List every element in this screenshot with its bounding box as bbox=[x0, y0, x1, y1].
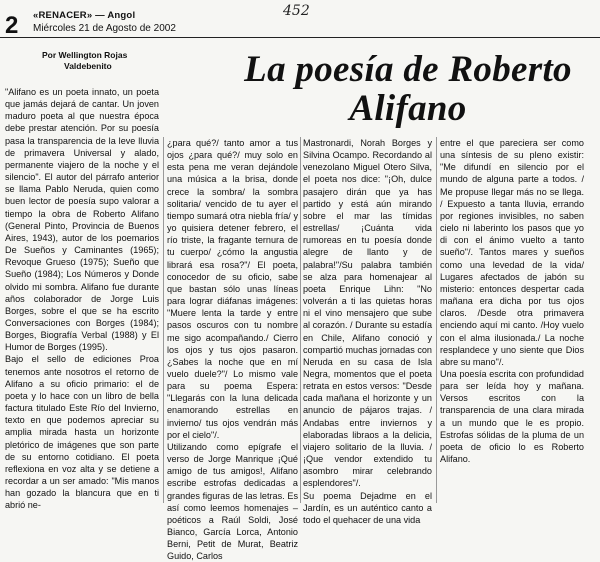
article-column-2 bbox=[167, 137, 298, 562]
paragraph: entre el que pareciera ser como una síntesis de su pleno existir: "Me difundí en silencio por el mundo de alguna parte a todos. / Me propuse llegar más no se llega. / Expuesto a tanta lluvia, errando por regiones invisibles, no saben cielo ni laberinto los pasos que yo di con el ánimo vuelto a tanto sueño"/. Tantos mares y sueños como una levedad de la vida/ Lugares afectados de jabón su misterio: entonces despertar cada mañana era dicha por tus ojos claros. /Desde otra primavera enciendo aquí mi canto. /Hoy vuelo con el alma ilusionada./ La noche resplandece y uno siente que Dios abre su mano"/. bbox=[440, 138, 584, 367]
paragraph: Bajo el sello de ediciones Proa tenemos ante nosotros el retorno de Alifano a su oficio primario: el de poeta y lo hace con un libro de bella factura titulado Este Río del Invierno, texto en que podemos apreciar su amplia mirada hasta un horizonte pletórico de imágenes que son parte de su entorno cotidiano. El poeta reflexiona en voz alta y se detiene a recordar a un ser amado: "Mis manos han gozado la blancura que en ti abrió ne- bbox=[5, 354, 159, 511]
paragraph: Mastronardi, Norah Borges y Silvina Ocampo. Recordando al venezolano Miguel Otero Silva, el poeta nos dice: "¡Oh, dulce pasajero dirán que ya has partido y está aún mirando sobre el mar las tímidas estrellas/ ¡Cuánta vida rumoreas en tu poesía donde alegre de llanto y de palabra!"/Su palabra también se alza para homenajear al poeta Enrique Lihn: "No volverán a ti las quietas horas ni el vino mensajero que sube al corazón. / Durante su estadía en Chile, Alifano conoció y compartió muchas jornadas con Neruda en su casa de Isla Negra, momentos que el poeta retrata en estos versos: "Desde cada mañana el horizonte y un anuncio de pájaros trajas. / Andabas entre inviernos y elaboradas libraos a la delicia, viajero solitario de la lluvia. / ¡Que vendor extendido tu asombro mirar celebrando esplendores"/. bbox=[303, 138, 432, 489]
headline-line-2: Alifano bbox=[349, 88, 467, 129]
byline bbox=[42, 50, 192, 72]
headline-line-1: La poesía de Roberto bbox=[244, 49, 572, 90]
article-column-1 bbox=[5, 86, 159, 511]
byline-author-surname: Valdebenito bbox=[64, 61, 112, 71]
column-rule-2 bbox=[300, 137, 301, 503]
headline bbox=[218, 50, 598, 128]
page-number: 2 bbox=[5, 12, 19, 39]
publication-date: Miércoles 21 de Agosto de 2002 bbox=[33, 23, 176, 34]
article-column-3 bbox=[303, 137, 432, 525]
paragraph: Utilizando como epígrafe el verso de Jorge Manrique ¡Qué amigo de tus amigos!, Alifano escribe estrofas dedicadas a grandes figuras de las letras. Es así como leemos homenajes –poéticos a Raúl Soldi, José Bianco, García Lorca, Antonio Berni, Petit de Murat, Beatriz Guido, Carlos bbox=[167, 441, 298, 562]
paragraph: Una poesía escrita con profundidad para ser leída hoy y mañana. Versos escritos con la transparencia de una clara mirada a un mundo que le es propio. Estrofas sólidas de la pluma de un poeta de oficio lo es Roberto Alifano. bbox=[440, 368, 584, 465]
column-rule-3 bbox=[436, 137, 437, 503]
byline-author: Por Wellington Rojas bbox=[42, 50, 128, 60]
handwritten-page-mark: 452 bbox=[283, 3, 310, 19]
column-rule-1 bbox=[163, 137, 164, 503]
paragraph: "Alifano es un poeta innato, un poeta que jamás dejará de cantar. Un joven maduro poeta al que nuestra época debe prestar atención. Por su poesía pasa la transparencia de la leve lluvia de primavera Universal y alado, permanente viajero de la noche y el silencio". El autor del párrafo anterior se llama Pablo Neruda, quien como buen lector de poesía supo valorar a tiempo la obra de Roberto Alifano (General Pinto, Provincia de Buenos Aires, 1943), autor de los poemarios De Sueños y Caminantes (1965); Revoque Grueso (1975); Sueño que Sueño (1984); Los Números y Donde olvido mi sombra. Alifano fue durante años colaborador de Jorge Luis Borges, sobre el que se ha escrito Conversaciones con Borges (1984); Borges, Biografía Verbal (1988) y El Humor de Borges (1995). bbox=[5, 87, 159, 353]
paragraph: ¿para qué?/ tanto amor a tus ojos ¿para qué?/ muy solo en esta pena me veran dejándole una música a la brisa, donde crece la sombra/ la sombra solitaria/ vencido de tu ayer el tiempo sumará otra niebla fría/ y yo quisiera detener febrero, el río triste, la fragante ternura de tu cuerpo/ ¿cómo la angustia librará esa rosa?"/ El poeta, conocedor de su oficio, sabe que bastan sólo unas líneas para lograr diáfanas imágenes: "Muere lenta la tarde y entre pasos oscuros con tu nombre me sigo acompañando./ Cierro los ojos y tus ojos pasaron. ¿Sabes la noche que en mí vuelo duele?"/ Lo mismo vale para su poema Espera: "Llegarás con la luna delicada enamorando estrellas en invierno/ tus ojos vendrán más por el cielo"/. bbox=[167, 138, 298, 440]
article-column-4 bbox=[440, 137, 584, 503]
header-rule bbox=[0, 37, 600, 38]
newspaper-name: «RENACER» — Angol bbox=[33, 10, 136, 21]
paragraph: Su poema Dejadme en el Jardín, es un auténtico canto a todo el quehacer de una vida bbox=[303, 490, 432, 525]
